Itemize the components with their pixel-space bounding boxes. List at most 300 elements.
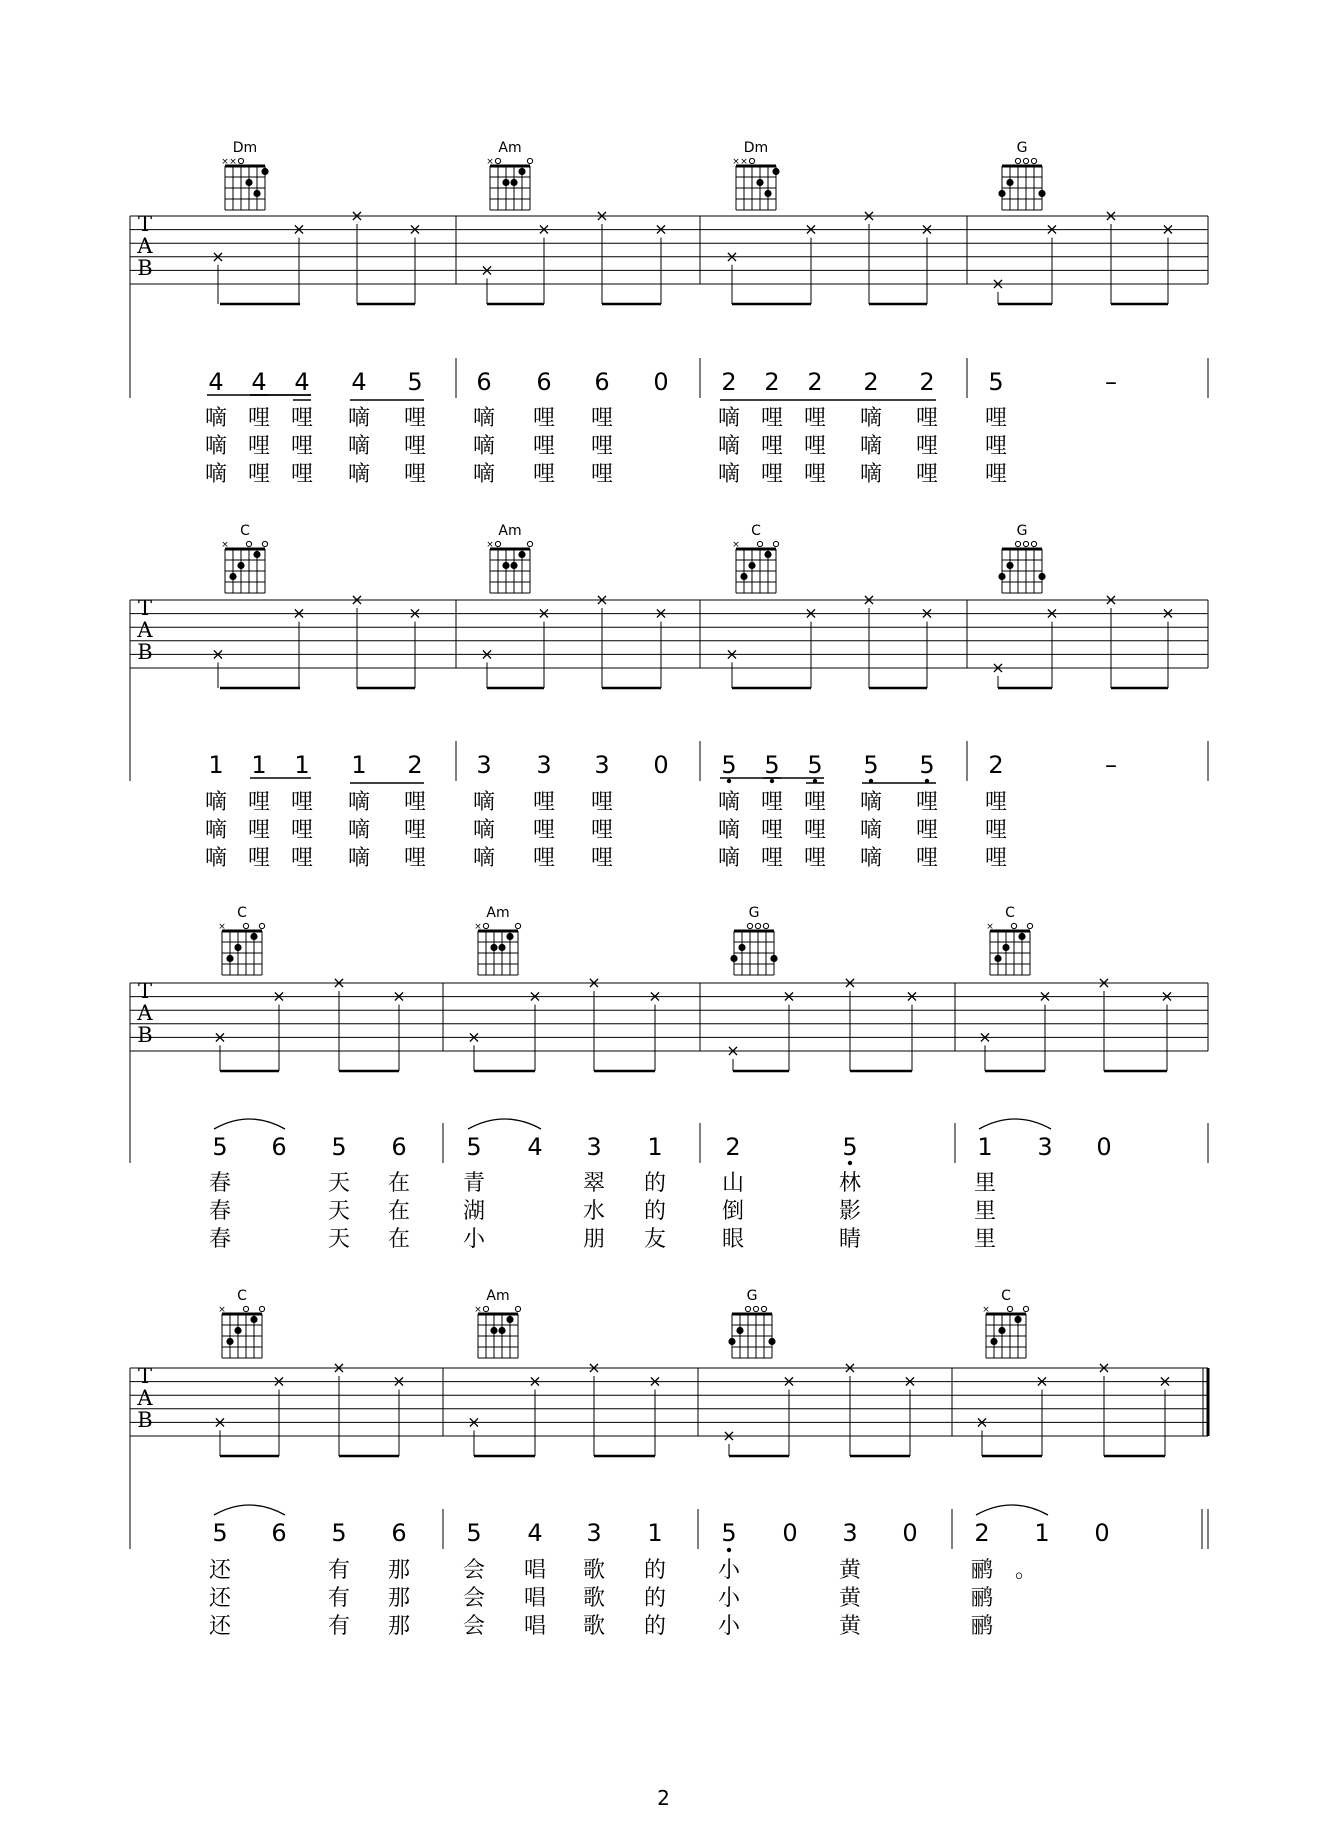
open-string-mark — [1031, 541, 1036, 546]
jianpu-note: 6 — [391, 1133, 407, 1161]
finger-dot — [250, 1316, 257, 1323]
lyric-char: 青 — [462, 1171, 486, 1196]
muted-string-mark: × — [486, 157, 494, 167]
jianpu-note: 5 — [721, 1519, 737, 1547]
open-string-mark — [1023, 158, 1028, 163]
lyric-char: 嘀 — [347, 818, 371, 843]
jianpu-note: 5 — [212, 1519, 228, 1547]
lyric-char: 唱 — [523, 1614, 547, 1639]
open-string-mark — [243, 923, 248, 928]
open-string-mark — [527, 541, 532, 546]
jianpu-note: 4 — [351, 368, 367, 396]
jianpu-note: 4 — [527, 1519, 543, 1547]
jianpu-note: 1 — [251, 751, 267, 779]
lyric-char: 哩 — [403, 406, 427, 431]
jianpu-note: 2 — [863, 368, 879, 396]
tab-x-mark: × — [991, 658, 1005, 677]
finger-dot — [502, 562, 509, 569]
jianpu-note: 5 — [988, 368, 1004, 396]
jianpu-note: 2 — [974, 1519, 990, 1547]
jianpu-note: 3 — [476, 751, 492, 779]
tab-x-mark: × — [537, 603, 551, 623]
lyric-char: 哩 — [290, 846, 314, 871]
lyric-char: 倒 — [721, 1199, 745, 1224]
jianpu-note: 1 — [351, 751, 367, 779]
low-octave-dot — [848, 1161, 852, 1165]
lyric-char: 天 — [327, 1199, 351, 1224]
lyric-char: 哩 — [803, 406, 827, 431]
lyric-char: 哩 — [760, 818, 784, 843]
lyric-char: 的 — [643, 1614, 667, 1639]
finger-dot — [772, 168, 779, 175]
lyric-char: 小 — [462, 1227, 486, 1252]
lyric-char: 有 — [327, 1614, 351, 1639]
tab-x-mark: × — [1097, 973, 1111, 992]
lyric-char: 哩 — [247, 818, 271, 843]
tab-x-mark: × — [722, 1426, 736, 1445]
jianpu-note: 4 — [527, 1133, 543, 1161]
tab-x-mark: × — [350, 206, 364, 225]
tab-x-mark: × — [862, 590, 876, 609]
lyric-char: 哩 — [803, 462, 827, 487]
lyric-char: 嘀 — [472, 846, 496, 871]
muted-string-mark: × — [486, 540, 494, 550]
muted-string-mark: × — [982, 1305, 990, 1315]
chord-diagram-c — [986, 905, 1032, 975]
jianpu-note: 0 — [1096, 1133, 1112, 1161]
tab-x-mark: × — [292, 219, 306, 239]
lyric-char: 嘀 — [204, 406, 228, 431]
lyric-char: 那 — [387, 1558, 411, 1583]
lyric-char: 的 — [643, 1586, 667, 1611]
jianpu-note: 1 — [294, 751, 310, 779]
tab-x-mark: × — [595, 206, 609, 225]
open-string-mark — [1015, 158, 1020, 163]
lyric-char: 哩 — [760, 434, 784, 459]
tab-x-mark: × — [1160, 986, 1174, 1006]
finger-dot — [490, 1327, 497, 1334]
muted-string-mark: × — [474, 1305, 482, 1315]
chord-name: C — [237, 1288, 247, 1304]
chord-name: Am — [498, 140, 522, 156]
lyric-char: 鹂 — [970, 1586, 994, 1611]
lyric-char: 里 — [973, 1171, 997, 1196]
jianpu-note: 2 — [721, 368, 737, 396]
open-string-mark — [238, 158, 243, 163]
chord-name: Am — [486, 1288, 510, 1304]
lyric-char: 嘀 — [472, 818, 496, 843]
open-string-mark — [763, 923, 768, 928]
tab-clef-letter-a: A — [137, 234, 153, 258]
tab-x-mark: × — [991, 274, 1005, 293]
finger-dot — [736, 1327, 743, 1334]
tab-x-mark: × — [467, 1412, 481, 1432]
open-string-mark — [515, 1306, 520, 1311]
lyric-char: 嘀 — [204, 846, 228, 871]
lyric-char: 嘀 — [204, 818, 228, 843]
lyric-char: 哩 — [984, 818, 1008, 843]
tab-clef-letter-t: T — [137, 596, 153, 620]
jianpu-note: 1 — [208, 751, 224, 779]
jianpu-note: 0 — [782, 1519, 798, 1547]
tab-x-mark: × — [392, 1371, 406, 1391]
lyric-char: 嘀 — [472, 406, 496, 431]
lyric-char: 哩 — [403, 846, 427, 871]
lyric-char: 哩 — [803, 818, 827, 843]
lyric-char: 天 — [327, 1171, 351, 1196]
tab-x-mark: × — [903, 1371, 917, 1391]
finger-dot — [998, 573, 1005, 580]
finger-dot — [226, 955, 233, 962]
lyric-char: 嘀 — [717, 818, 741, 843]
lyric-char: 嘀 — [347, 434, 371, 459]
finger-dot — [994, 955, 1001, 962]
tab-x-mark: × — [843, 1358, 857, 1377]
chord-name: C — [240, 523, 250, 539]
lyric-char: 哩 — [760, 406, 784, 431]
jianpu-note: 1 — [1034, 1519, 1050, 1547]
lyric-char: 翠 — [582, 1171, 606, 1196]
open-string-mark — [262, 541, 267, 546]
system-4 — [130, 1288, 1208, 1639]
muted-string-mark: × — [732, 157, 740, 167]
tab-clef-letter-t: T — [137, 1364, 153, 1388]
lyric-char: 哩 — [247, 846, 271, 871]
tab-x-mark: × — [211, 246, 225, 266]
tab-x-mark: × — [920, 603, 934, 623]
lyric-char: 黄 — [838, 1586, 862, 1611]
lyric-char: 哩 — [803, 434, 827, 459]
muted-string-mark: × — [229, 157, 237, 167]
chord-name: G — [1016, 140, 1028, 156]
lyric-char: 还 — [208, 1558, 232, 1583]
tab-x-mark: × — [595, 590, 609, 609]
tab-x-mark: × — [1158, 1371, 1172, 1391]
lyric-char: 那 — [387, 1586, 411, 1611]
lyric-char: 在 — [387, 1227, 411, 1252]
lyric-char: 嘀 — [204, 434, 228, 459]
tab-x-mark: × — [1104, 590, 1118, 609]
lyric-char: 山 — [721, 1171, 745, 1196]
jianpu-note: 5 — [764, 751, 780, 779]
lyric-char: 嘀 — [472, 434, 496, 459]
tab-x-mark: × — [862, 206, 876, 225]
lyric-char: 嘀 — [347, 406, 371, 431]
lyric-char: 哩 — [915, 790, 939, 815]
finger-dot — [738, 944, 745, 951]
lyric-char: 里 — [973, 1199, 997, 1224]
lyric-char: 哩 — [984, 790, 1008, 815]
lyric-char: 哩 — [760, 462, 784, 487]
lyric-char: 嘀 — [347, 846, 371, 871]
open-string-mark — [761, 1306, 766, 1311]
finger-dot — [998, 1327, 1005, 1334]
finger-dot — [728, 1338, 735, 1345]
chord-diagram-c — [982, 1288, 1028, 1358]
lyric-char: 里 — [973, 1227, 997, 1252]
tab-x-mark: × — [648, 1371, 662, 1391]
chord-name: G — [748, 905, 760, 921]
lyric-char: 歌 — [582, 1558, 606, 1583]
lyric-char: 的 — [643, 1171, 667, 1196]
tab-x-mark: × — [648, 986, 662, 1006]
chord-diagram-g — [730, 905, 777, 975]
tab-x-mark: × — [1045, 219, 1059, 239]
chord-diagram-dm — [221, 140, 268, 210]
jianpu-note: 3 — [1037, 1133, 1053, 1161]
lyric-char: 有 — [327, 1558, 351, 1583]
finger-dot — [990, 1338, 997, 1345]
lyric-char: 哩 — [290, 790, 314, 815]
chord-name: Dm — [743, 140, 769, 156]
chord-name: Am — [486, 905, 510, 921]
lyric-char: 哩 — [984, 406, 1008, 431]
open-string-mark — [483, 1306, 488, 1311]
open-string-mark — [515, 923, 520, 928]
system-3 — [130, 905, 1208, 1252]
tab-x-mark: × — [408, 603, 422, 623]
low-octave-dot — [727, 1548, 731, 1552]
tab-x-mark: × — [537, 219, 551, 239]
lyric-char: 鹂 — [970, 1558, 994, 1583]
low-octave-dot — [770, 779, 774, 783]
lyric-char: 嘀 — [717, 406, 741, 431]
jianpu-note: 3 — [594, 751, 610, 779]
muted-string-mark: × — [218, 1305, 226, 1315]
finger-dot — [253, 551, 260, 558]
finger-dot — [1006, 562, 1013, 569]
lyric-char: 嘀 — [859, 818, 883, 843]
tab-x-mark: × — [292, 603, 306, 623]
tab-x-mark: × — [782, 1371, 796, 1391]
lyric-char: 哩 — [532, 434, 556, 459]
finger-dot — [764, 190, 771, 197]
lyric-char: 哩 — [915, 818, 939, 843]
finger-dot — [506, 1316, 513, 1323]
jianpu-note: 2 — [764, 368, 780, 396]
open-string-mark — [259, 1306, 264, 1311]
lyric-char: 哩 — [915, 462, 939, 487]
chord-diagram-c — [221, 523, 267, 593]
tab-x-mark: × — [978, 1027, 992, 1047]
finger-dot — [518, 551, 525, 558]
lyric-char: 歌 — [582, 1614, 606, 1639]
lyric-char: 还 — [208, 1586, 232, 1611]
chord-diagram-g — [998, 523, 1045, 593]
muted-string-mark: × — [221, 540, 229, 550]
lyric-char: 嘀 — [859, 846, 883, 871]
lyric-char: 哩 — [532, 846, 556, 871]
chord-name: Am — [498, 523, 522, 539]
jianpu-note: 4 — [251, 368, 267, 396]
jianpu-note: 3 — [842, 1519, 858, 1547]
tab-x-mark: × — [392, 986, 406, 1006]
lyric-char: 影 — [838, 1199, 862, 1224]
lyric-char: 小 — [717, 1558, 741, 1583]
tab-clef-letter-b: B — [137, 256, 153, 280]
jianpu-note: 0 — [902, 1519, 918, 1547]
tab-x-mark: × — [1038, 986, 1052, 1006]
lyric-char: 哩 — [403, 818, 427, 843]
chord-diagram-dm — [732, 140, 779, 210]
lyric-char: 湖 — [462, 1199, 486, 1224]
tab-x-mark: × — [272, 1371, 286, 1391]
finger-dot — [490, 944, 497, 951]
tab-x-mark: × — [905, 986, 919, 1006]
lyric-char: 哩 — [247, 790, 271, 815]
finger-dot — [1002, 944, 1009, 951]
jianpu-note: 5 — [331, 1519, 347, 1547]
lyric-char: 鹂 — [970, 1614, 994, 1639]
lyric-char: 。 — [1014, 1558, 1038, 1583]
finger-dot — [253, 190, 260, 197]
finger-dot — [518, 168, 525, 175]
chord-diagram-am — [486, 140, 532, 210]
lyric-char: 哩 — [290, 434, 314, 459]
finger-dot — [250, 933, 257, 940]
finger-dot — [1018, 933, 1025, 940]
open-string-mark — [495, 158, 500, 163]
lyric-char: 嘀 — [859, 462, 883, 487]
tab-x-mark: × — [804, 603, 818, 623]
finger-dot — [498, 944, 505, 951]
chord-diagram-c — [218, 905, 264, 975]
lyric-char: 春 — [208, 1199, 232, 1224]
tab-x-mark: × — [654, 603, 668, 623]
slur-arc — [468, 1119, 541, 1129]
tab-x-mark: × — [528, 986, 542, 1006]
lyric-char: 哩 — [290, 406, 314, 431]
chord-name: C — [237, 905, 247, 921]
muted-string-mark: × — [474, 922, 482, 932]
lyric-char: 嘀 — [204, 462, 228, 487]
tab-clef-letter-b: B — [137, 1408, 153, 1432]
lyric-char: 哩 — [247, 462, 271, 487]
open-string-mark — [495, 541, 500, 546]
finger-dot — [234, 1327, 241, 1334]
tab-x-mark: × — [726, 1041, 740, 1060]
open-string-mark — [755, 923, 760, 928]
jianpu-note: 6 — [271, 1519, 287, 1547]
chord-diagram-g — [998, 140, 1045, 210]
lyric-char: 歌 — [582, 1586, 606, 1611]
lyric-char: 那 — [387, 1614, 411, 1639]
page-number: 2 — [657, 1786, 670, 1810]
finger-dot — [764, 551, 771, 558]
lyric-char: 小 — [717, 1586, 741, 1611]
lyric-char: 哩 — [760, 846, 784, 871]
tab-x-mark: × — [782, 986, 796, 1006]
tab-x-mark: × — [213, 1027, 227, 1047]
lyric-char: 小 — [717, 1614, 741, 1639]
open-string-mark — [1011, 923, 1016, 928]
chord-diagram-am — [474, 905, 520, 975]
lyric-char: 哩 — [532, 462, 556, 487]
lyric-char: 嘀 — [204, 790, 228, 815]
jianpu-note: 0 — [653, 368, 669, 396]
muted-string-mark: × — [221, 157, 229, 167]
open-string-mark — [1027, 923, 1032, 928]
tab-x-mark: × — [1161, 219, 1175, 239]
jianpu-note: 0 — [653, 751, 669, 779]
open-string-mark — [1023, 1306, 1028, 1311]
lyric-char: 睛 — [838, 1227, 862, 1252]
tab-clef-letter-a: A — [137, 1001, 153, 1025]
lyric-char: 有 — [327, 1586, 351, 1611]
open-string-mark — [1031, 158, 1036, 163]
lyric-char: 春 — [208, 1227, 232, 1252]
lyric-char: 唱 — [523, 1586, 547, 1611]
lyric-char: 哩 — [590, 846, 614, 871]
lyric-char: 哩 — [590, 406, 614, 431]
lyric-char: 嘀 — [347, 790, 371, 815]
open-string-mark — [753, 1306, 758, 1311]
lyric-char: 在 — [387, 1199, 411, 1224]
jianpu-note: 5 — [863, 751, 879, 779]
lyric-char: 哩 — [590, 790, 614, 815]
tab-clef-letter-t: T — [137, 979, 153, 1003]
jianpu-note: 6 — [271, 1133, 287, 1161]
finger-dot — [498, 1327, 505, 1334]
open-string-mark — [773, 541, 778, 546]
finger-dot — [502, 179, 509, 186]
lyric-char: 在 — [387, 1171, 411, 1196]
slur-arc — [976, 1505, 1048, 1515]
tab-x-mark: × — [654, 219, 668, 239]
jianpu-note: 3 — [586, 1519, 602, 1547]
open-string-mark — [259, 923, 264, 928]
lyric-char: 水 — [582, 1199, 606, 1224]
lyric-char: 黄 — [838, 1558, 862, 1583]
finger-dot — [1038, 573, 1045, 580]
jianpu-note: 6 — [476, 368, 492, 396]
slur-arc — [979, 1119, 1051, 1129]
jianpu-note: 5 — [807, 751, 823, 779]
system-1 — [130, 140, 1208, 487]
muted-string-mark: × — [740, 157, 748, 167]
lyric-char: 哩 — [984, 434, 1008, 459]
open-string-mark — [243, 1306, 248, 1311]
chord-name: G — [746, 1288, 758, 1304]
lyric-char: 林 — [838, 1171, 862, 1196]
jianpu-note: 6 — [594, 368, 610, 396]
open-string-mark — [1023, 541, 1028, 546]
jianpu-note: 5 — [919, 751, 935, 779]
tab-x-mark: × — [1035, 1371, 1049, 1391]
lyric-char: 友 — [643, 1227, 667, 1252]
chord-name: Dm — [232, 140, 258, 156]
lyric-char: 天 — [327, 1227, 351, 1252]
tab-x-mark: × — [725, 644, 739, 664]
lyric-char: 嘀 — [717, 846, 741, 871]
tab-x-mark: × — [1045, 603, 1059, 623]
open-string-mark — [745, 1306, 750, 1311]
sustain-dash: – — [1105, 368, 1117, 396]
chord-name: C — [1001, 1288, 1011, 1304]
lyric-char: 哩 — [915, 434, 939, 459]
tab-clef-letter-t: T — [137, 212, 153, 236]
finger-dot — [998, 190, 1005, 197]
finger-dot — [261, 168, 268, 175]
finger-dot — [510, 562, 517, 569]
lyric-char: 的 — [643, 1199, 667, 1224]
tab-x-mark: × — [1097, 1358, 1111, 1377]
tab-x-mark: × — [480, 260, 494, 280]
tab-x-mark: × — [480, 644, 494, 664]
lyric-char: 哩 — [803, 790, 827, 815]
finger-dot — [1014, 1316, 1021, 1323]
tab-x-mark: × — [1104, 206, 1118, 225]
